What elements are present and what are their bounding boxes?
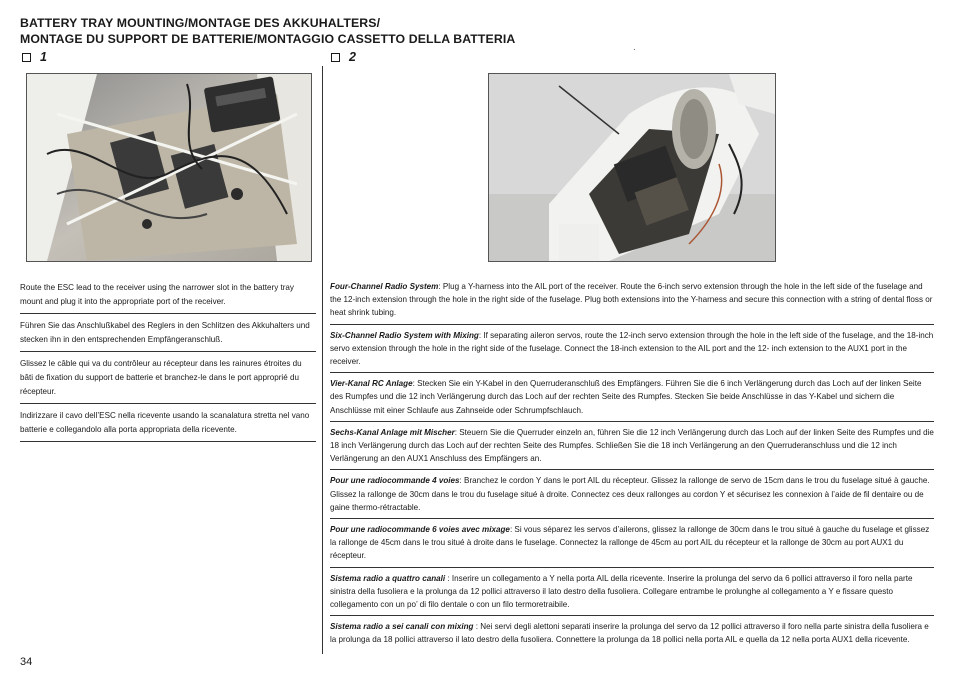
- paragraph-german: Führen Sie das Anschlußkabel des Reglers in den Schlitzen des Akkuhalters und stecken ihn in den entsprechenden Empfängeranschluß.: [20, 318, 316, 352]
- paragraph-text: : Inserire un collegamento a Y nella porta AIL della ricevente. Inserire la prolunga del servo da 6 pollici attraverso il foro nella parte sinistra della fusoliera e la prolunga da 12 pollici attraverso il lato destro della fusoliera. Collegare entrambe le prolunghe al collegamento a Y e fissare questo collegamento con un po’ di filo dentale o con un filo termoretraibile.: [330, 573, 913, 610]
- step-2-label: [331, 50, 356, 64]
- paragraph-label: Pour une radiocommande 6 voies avec mixage: [330, 525, 510, 535]
- battery-tray-photo: [26, 73, 312, 262]
- fuselage-interior-photo: [488, 73, 776, 262]
- right-column: [330, 280, 934, 655]
- paragraph-text: : Stecken Sie ein Y-Kabel in den Querruderanschluß des Empfängers. Führen Sie die 6 inch Verlängerung durch das Loch auf der linken Seite des Rumpfes und die 12 inch Verlängerung durch das Loch auf der rechten Seite des Rumpfes. Stecken Sie beide Anschlüsse in das Y-Kabel und sichern die Anschlüsse mit einer Schlaufe aus Zahnseide oder Schrumpfschlauch.: [330, 379, 922, 415]
- radio-setup-paragraph: [330, 377, 934, 422]
- checkbox-icon: [331, 53, 340, 62]
- left-column: [20, 280, 316, 446]
- radio-setup-paragraph: [330, 426, 934, 471]
- paragraph-label: Vier-Kanal RC Anlage: [330, 379, 413, 389]
- paragraph-label: Sechs-Kanal Anlage mit Mischer: [330, 427, 455, 437]
- heading-line-2: MONTAGE DU SUPPORT DE BATTERIE/MONTAGGIO CASSETTO DELLA BATTERIA: [20, 32, 516, 46]
- paragraph-label: Sistema radio a quattro canali: [330, 573, 446, 583]
- radio-setup-paragraph: [330, 620, 934, 650]
- paragraph-text: : Steuern Sie die Querruder einzeln an, führen Sie die 12 inch Verlängerung durch das Loch auf der linken Seite des Rumpfes und die 18 inch Verlängerung durch das Loch auf der rechten Seite des Rumpfes. Schließen Sie die 18 inch Verlängerung an den Querruderanschluss und die 12 inch Verlängerung an den AUX1 Anschluss des Empfängers an.: [330, 427, 934, 464]
- page-number: 34: [20, 656, 33, 668]
- paragraph-text: : Si vous séparez les servos d’ailerons, glissez la rallonge de 30cm dans le trou situé à gauche du fuselage et glissez la rallonge de 45cm dans le trou situé à droite dans le fuselage. Connectez la rallonge de 45cm au port AIL du récepteur et la rallonge de 30cm au port AUX1 du récepteur.: [330, 525, 930, 561]
- paragraph-label: Four-Channel Radio System: [330, 282, 439, 291]
- stray-mark: ·: [633, 45, 636, 54]
- paragraph-italian: Indirizzare il cavo dell’ESC nella ricevente usando la scanalatura stretta nel vano batterie e collegandolo alla porta appropriata della ricevente.: [20, 408, 316, 442]
- paragraph-english: Route the ESC lead to the receiver using the narrower slot in the battery tray mount and plug it into the appropriate port of the receiver.: [20, 280, 316, 314]
- radio-setup-paragraph: [330, 280, 934, 325]
- heading-line-1: BATTERY TRAY MOUNTING/MONTAGE DES AKKUHALTERS/: [20, 16, 381, 30]
- paragraph-label: Pour une radiocommande 4 voies: [330, 476, 460, 486]
- radio-setup-paragraph: [330, 329, 934, 374]
- checkbox-icon: [22, 53, 31, 62]
- paragraph-text: : Nei servi degli alettoni separati inserire la prolunga del servo da 12 pollici attraverso il foro nella parte sinistra della fusoliera e la prolunga da 18 pollici attraverso il lato destro della fusoliera. Connettere la prolunga da 18 pollici nella porta AIL e quella da 12 nella porta AUX1 della ricevente.: [330, 622, 929, 645]
- paragraph-text: : Branchez le cordon Y dans le port AIL du récepteur. Glissez la rallonge de servo de 15cm dans le trou du fuselage situé à gauche. Glissez la rallonge de 30cm dans le trou du fuselage situé à droite. Connectez ces deux rallonges au cordon Y et sécurisez les connexion à l’aide de fil dentaire ou de gaine thermo-rétractable.: [330, 476, 930, 512]
- paragraph-label: Six-Channel Radio System with Mixing: [330, 330, 479, 340]
- radio-setup-paragraph: [330, 474, 934, 519]
- step-1-label: [22, 50, 47, 64]
- paragraph-text: : If separating aileron servos, route the 12-inch servo extension through the hole in the left side of the fuselage, and the 18-inch servo extension through the hole in the right side of the fuselage. Connect the 18-inch extension to the AIL port and the 12- inch extension to the AUX1 port in the receiver.: [330, 330, 934, 367]
- radio-setup-paragraph: [330, 572, 934, 617]
- step-1-number: 1: [40, 50, 47, 64]
- paragraph-label: Sistema radio a sei canali con mixing: [330, 622, 474, 632]
- paragraph-text: : Plug a Y-harness into the AIL port of the receiver. Route the 6-inch servo extension through the hole in the left side of the fuselage and the 12-inch extension through the hole in the right side of the fuselage. Plug both extensions into the Y-harness and secure this connection with a string of dental floss or heat shrink tubing.: [330, 282, 933, 318]
- page-heading: [20, 15, 515, 47]
- step-2-number: 2: [349, 50, 356, 64]
- paragraph-french: Glissez le câble qui va du contrôleur au récepteur dans les rainures étroites du bâti de fixation du support de batterie et branchez-le dans le port approprié du récepteur.: [20, 356, 316, 404]
- radio-setup-paragraph: [330, 523, 934, 568]
- column-divider: [322, 66, 323, 654]
